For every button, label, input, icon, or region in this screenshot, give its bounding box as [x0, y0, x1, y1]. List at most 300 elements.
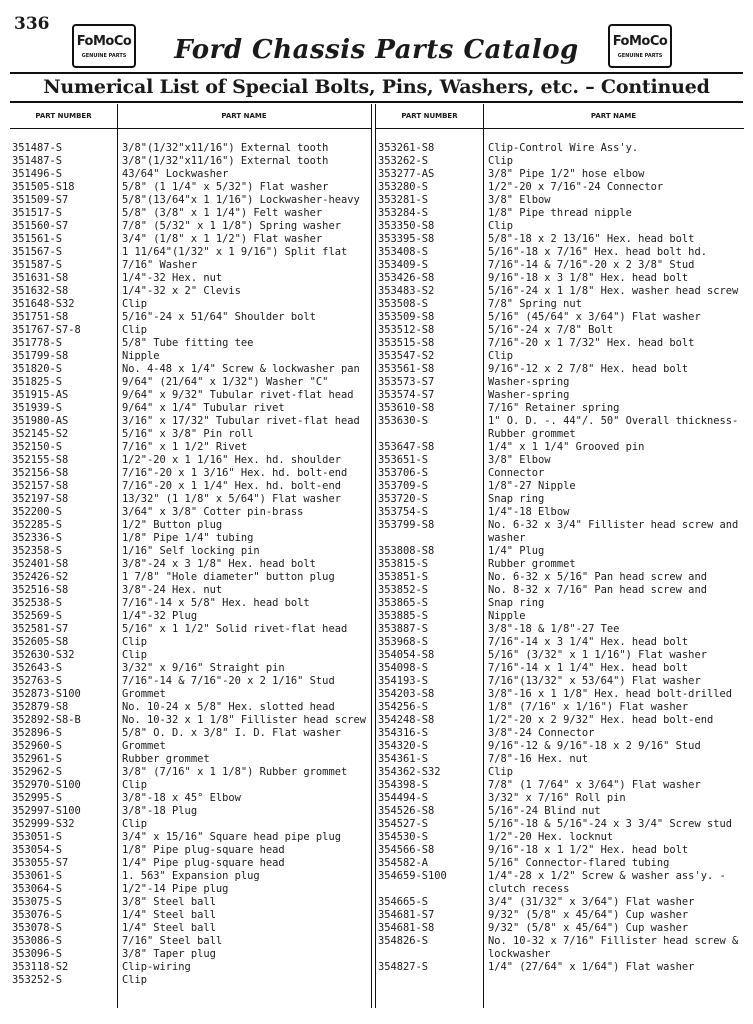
part-name: 7/16"(13/32" x 53/64") Flat washer [488, 675, 701, 687]
part-number: 353851-S [378, 571, 429, 583]
table-row [376, 714, 744, 727]
part-number: 351487-S [12, 142, 63, 154]
part-number: 353061-S [12, 870, 63, 882]
table-row [376, 740, 744, 753]
part-name: 1/8" Pipe plug-square head [122, 844, 285, 856]
part-name: Clip-wiring [122, 961, 191, 973]
table-row [376, 298, 744, 311]
table-row [10, 259, 371, 272]
table-row [10, 558, 371, 571]
part-name: 3/8"-18 & 1/8"-27 Tee [488, 623, 620, 635]
part-number: 354098-S [378, 662, 429, 674]
part-name: Nipple [488, 610, 526, 622]
part-name: 7/16" x 1 1/2" Rivet [122, 441, 248, 453]
part-name: 9/16"-12 x 2 7/8" Hex. head bolt [488, 363, 689, 375]
part-number: 352197-S8 [12, 493, 69, 505]
table-row [10, 220, 371, 233]
part-name: 9/64" x 9/32" Tubular rivet-flat head [122, 389, 354, 401]
part-name: Clip [488, 155, 514, 167]
part-name: 3/8"(1/32"x11/16") External tooth [122, 155, 329, 167]
part-name: 1/4" Steel ball [122, 922, 216, 934]
part-name: 7/16"-20 x 1 7/32" Hex. head bolt [488, 337, 695, 349]
table-row [10, 532, 371, 545]
table-row [10, 948, 371, 961]
table-row [10, 298, 371, 311]
left-column [10, 104, 372, 1008]
table-row [376, 662, 744, 675]
table-row [10, 883, 371, 896]
part-number: 352896-S [12, 727, 63, 739]
part-number: 354193-S [378, 675, 429, 687]
part-name: 7/16"-14 x 1 1/4" Hex. head bolt [488, 662, 689, 674]
part-name: 5/8"(13/64"x 1 1/16") Lockwasher-heavy [122, 194, 360, 206]
table-row [10, 480, 371, 493]
part-number: 353887-S [378, 623, 429, 635]
part-name: 3/4" x 15/16" Square head pipe plug [122, 831, 341, 843]
table-row [10, 740, 371, 753]
part-name: 1/4" (27/64" x 1/64") Flat washer [488, 961, 695, 973]
part-number: 352970-S100 [12, 779, 81, 791]
part-name: 5/8" (3/8" x 1 1/4") Felt washer [122, 207, 323, 219]
table-row [10, 818, 371, 831]
part-name: 3/8" Steel ball [122, 896, 216, 908]
table-row [10, 714, 371, 727]
part-number: 351648-S32 [12, 298, 75, 310]
part-name: 7/16" Washer [122, 259, 198, 271]
part-name: 7/8" (1 7/64" x 3/64") Flat washer [488, 779, 701, 791]
part-number: 351560-S7 [12, 220, 69, 232]
catalog-title: Ford Chassis Parts Catalog [174, 35, 579, 65]
table-row [376, 766, 744, 779]
part-name: Washer-spring [488, 389, 570, 401]
part-number: 353610-S8 [378, 402, 435, 414]
part-name: Clip [122, 636, 148, 648]
part-number: 352426-S2 [12, 571, 69, 583]
table-row [10, 805, 371, 818]
part-number: 351825-S [12, 376, 63, 388]
table-row [376, 142, 744, 155]
part-number: 351939-S [12, 402, 63, 414]
table-row [10, 428, 371, 441]
part-number: 353515-S8 [378, 337, 435, 349]
part-number: 352873-S100 [12, 688, 81, 700]
right-column [375, 104, 744, 1008]
part-number: 353630-S [378, 415, 429, 427]
part-name: 7/16"-14 & 7/16"-20 x 2 3/8" Stud [488, 259, 695, 271]
table-row [376, 831, 744, 844]
table-row [376, 701, 744, 714]
part-name: Clip [488, 350, 514, 362]
table-row [10, 194, 371, 207]
part-number: 354248-S8 [378, 714, 435, 726]
table-row [376, 935, 744, 961]
part-number: 353574-S7 [378, 389, 435, 401]
table-row [376, 610, 744, 623]
part-name: Clip [122, 779, 148, 791]
table-row [376, 454, 744, 467]
part-name: 1/4" Steel ball [122, 909, 216, 921]
part-name: 3/8"-16 x 1 1/8" Hex. head bolt-drilled [488, 688, 732, 700]
part-number: 351631-S8 [12, 272, 69, 284]
table-row [10, 584, 371, 597]
table-row [10, 662, 371, 675]
part-number: 353754-S [378, 506, 429, 518]
part-number: 353055-S7 [12, 857, 69, 869]
table-row [376, 207, 744, 220]
part-name: 3/8" Elbow [488, 194, 551, 206]
part-number: 353508-S [378, 298, 429, 310]
part-name: 1/4" Pipe plug-square head [122, 857, 285, 869]
parts-table [10, 104, 743, 1008]
table-row [376, 727, 744, 740]
part-name: No. 10-32 x 7/16" Fillister head screw & lockwasher [488, 935, 739, 960]
table-row [376, 961, 744, 974]
part-name: 3/8"-24 Connector [488, 727, 595, 739]
part-name: 1/2"-20 x 1 1/16" Hex. hd. shoulder [122, 454, 341, 466]
table-row [376, 857, 744, 870]
table-row [376, 688, 744, 701]
part-name: 1/8"-27 Nipple [488, 480, 576, 492]
part-number: 353409-S [378, 259, 429, 271]
part-number: 352516-S8 [12, 584, 69, 596]
part-name: Clip [488, 766, 514, 778]
table-row [10, 441, 371, 454]
part-name: No. 6-32 x 5/16" Pan head screw and [488, 571, 707, 583]
part-number: 353808-S8 [378, 545, 435, 557]
logo-sub: GENUINE PARTS [617, 53, 663, 59]
table-row [376, 584, 744, 597]
table-row [10, 311, 371, 324]
part-number: 351915-AS [12, 389, 69, 401]
part-name: No. 6-32 x 3/4" Fillister head screw and washer [488, 519, 739, 544]
part-name: 1/4"-18 Elbow [488, 506, 570, 518]
table-row [10, 168, 371, 181]
part-name: 1/4"-32 Hex. nut [122, 272, 223, 284]
part-name: 5/16"-24 Blind nut [488, 805, 601, 817]
part-name: 1/2" Button plug [122, 519, 223, 531]
part-name: 3/4" (31/32" x 3/64") Flat washer [488, 896, 695, 908]
part-number: 351561-S [12, 233, 63, 245]
table-row [376, 233, 744, 246]
table-row [376, 441, 744, 454]
table-row [10, 688, 371, 701]
part-number: 352581-S7 [12, 623, 69, 635]
table-row [376, 623, 744, 636]
part-name: 9/64" (21/64" x 1/32") Washer "C" [122, 376, 329, 388]
table-row [376, 259, 744, 272]
part-name: Clip [488, 220, 514, 232]
part-name-header: PART NAME [590, 112, 637, 120]
table-row [10, 376, 371, 389]
table-row [376, 753, 744, 766]
part-number: 353483-S2 [378, 285, 435, 297]
part-name: 5/8" (1 1/4" x 5/32") Flat washer [122, 181, 329, 193]
table-row [10, 649, 371, 662]
left-rows [10, 142, 371, 987]
table-row [376, 246, 744, 259]
part-number: 353852-S [378, 584, 429, 596]
table-row [10, 961, 371, 974]
part-name: 3/8" Elbow [488, 454, 551, 466]
table-row [10, 285, 371, 298]
table-row [376, 779, 744, 792]
table-row [376, 168, 744, 181]
table-row [10, 415, 371, 428]
part-name: 7/16"-20 x 1 1/4" Hex. hd. bolt-end [122, 480, 341, 492]
part-name: 1/4" x 1 1/4" Grooved pin [488, 441, 645, 453]
table-row [376, 519, 744, 545]
table-row [10, 844, 371, 857]
part-number: 352997-S100 [12, 805, 81, 817]
table-row [376, 844, 744, 857]
part-number: 353051-S [12, 831, 63, 843]
part-number: 351496-S [12, 168, 63, 180]
part-name: Rubber grommet [488, 558, 576, 570]
part-number: 353284-S [378, 207, 429, 219]
part-name: 1/8" Pipe thread nipple [488, 207, 632, 219]
part-number: 354494-S [378, 792, 429, 804]
part-number: 352336-S [12, 532, 63, 544]
part-number: 353720-S [378, 493, 429, 505]
table-row [10, 701, 371, 714]
part-name: 1/2"-20 x 7/16"-24 Connector [488, 181, 664, 193]
part-number: 354681-S8 [378, 922, 435, 934]
part-name: 1. 563" Expansion plug [122, 870, 260, 882]
part-name: 5/8" Tube fitting tee [122, 337, 254, 349]
table-row [376, 402, 744, 415]
table-row [10, 597, 371, 610]
part-number: 353815-S [378, 558, 429, 570]
part-name: Clip [122, 298, 148, 310]
part-name: 7/16"-14 & 7/16"-20 x 2 1/16" Stud [122, 675, 335, 687]
part-number: 352995-S [12, 792, 63, 804]
part-name: Connector [488, 467, 545, 479]
part-name: 9/32" (5/8" x 45/64") Cup washer [488, 922, 689, 934]
part-number: 352763-S [12, 675, 63, 687]
table-row [376, 220, 744, 233]
table-row [376, 324, 744, 337]
part-number: 351567-S [12, 246, 63, 258]
part-number: 351778-S [12, 337, 63, 349]
part-name: Washer-spring [488, 376, 570, 388]
table-row [376, 558, 744, 571]
table-row [10, 779, 371, 792]
table-row [10, 636, 371, 649]
table-row [376, 909, 744, 922]
part-number: 353512-S8 [378, 324, 435, 336]
table-row [376, 922, 744, 935]
part-number: 354826-S [378, 935, 429, 947]
part-number: 353064-S [12, 883, 63, 895]
table-row [10, 753, 371, 766]
part-number: 352155-S8 [12, 454, 69, 466]
part-number: 351799-S8 [12, 350, 69, 362]
part-number: 354582-A [378, 857, 429, 869]
section-subtitle: Numerical List of Special Bolts, Pins, Washers, etc. – Continued [43, 76, 710, 98]
part-name: 7/8" Spring nut [488, 298, 582, 310]
part-name: 5/8" O. D. x 3/8" I. D. Flat washer [122, 727, 341, 739]
part-number: 354526-S8 [378, 805, 435, 817]
part-number: 354566-S8 [378, 844, 435, 856]
part-name: No. 10-24 x 5/8" Hex. slotted head [122, 701, 335, 713]
part-name: 1/4" Plug [488, 545, 545, 557]
part-number: 353280-S [378, 181, 429, 193]
logo-sub: GENUINE PARTS [81, 53, 127, 59]
part-number: 351751-S8 [12, 311, 69, 323]
table-row [376, 493, 744, 506]
part-name: Clip [122, 324, 148, 336]
table-row [376, 350, 744, 363]
part-name: 7/8" (5/32" x 1 1/8") Spring washer [122, 220, 341, 232]
part-number: 353086-S [12, 935, 63, 947]
part-number: 354203-S8 [378, 688, 435, 700]
part-number: 354256-S [378, 701, 429, 713]
part-number: 352358-S [12, 545, 63, 557]
table-row [10, 545, 371, 558]
part-name: 1/2"-20 x 2 9/32" Hex. head bolt-end [488, 714, 714, 726]
part-number: 352605-S8 [12, 636, 69, 648]
part-name: 1/8" Pipe 1/4" tubing [122, 532, 254, 544]
part-name: No. 10-32 x 1 1/8" Fillister head screw [122, 714, 366, 726]
part-name: 3/8"-24 Hex. nut [122, 584, 223, 596]
part-number: 353277-AS [378, 168, 435, 180]
part-number: 353426-S8 [378, 272, 435, 284]
part-name: 1" O. D. -. 44"/. 50" Overall thickness-Rubber grommet [488, 415, 739, 440]
part-number: 351820-S [12, 363, 63, 375]
part-number: 353076-S [12, 909, 63, 921]
title-rule [10, 72, 743, 74]
part-name: 1/4"-32 Plug [122, 610, 198, 622]
part-number-header: PART NUMBER [401, 112, 458, 120]
table-row [10, 727, 371, 740]
part-number: 353885-S [378, 610, 429, 622]
table-row [376, 311, 744, 324]
part-number: 354659-S100 [378, 870, 447, 882]
table-row [376, 285, 744, 298]
part-name: 1/2"-14 Pipe plug [122, 883, 229, 895]
table-row [10, 870, 371, 883]
part-number: 352962-S [12, 766, 63, 778]
part-name-header: PART NAME [221, 112, 267, 120]
part-number: 352960-S [12, 740, 63, 752]
part-name: 3/4" (1/8" x 1 1/2") Flat washer [122, 233, 323, 245]
part-name: 3/8" Pipe 1/2" hose elbow [488, 168, 645, 180]
table-row [10, 389, 371, 402]
table-row [376, 571, 744, 584]
table-row [10, 792, 371, 805]
part-name: 5/16" x 3/8" Pin roll [122, 428, 254, 440]
table-row [10, 922, 371, 935]
table-row [376, 506, 744, 519]
table-row [376, 272, 744, 285]
part-number: 354681-S7 [378, 909, 435, 921]
part-number: 354316-S [378, 727, 429, 739]
table-row [376, 870, 744, 896]
part-number: 353561-S8 [378, 363, 435, 375]
part-name: Snap ring [488, 597, 545, 609]
part-name: 5/16"-18 x 7/16" Hex. head bolt hd. [488, 246, 707, 258]
part-number: 352892-S8-B [12, 714, 81, 726]
part-number: 354527-S [378, 818, 429, 830]
table-row [376, 896, 744, 909]
part-name: 7/16"-14 x 3 1/4" Hex. head bolt [488, 636, 689, 648]
part-name: 5/16" Connector-flared tubing [488, 857, 670, 869]
part-number: 352401-S8 [12, 558, 69, 570]
part-name: 5/16"-24 x 51/64" Shoulder bolt [122, 311, 316, 323]
part-name: 1/4"-28 x 1/2" Screw & washer ass'y. - clutch recess [488, 870, 726, 895]
part-number: 353651-S [378, 454, 429, 466]
part-number: 354320-S [378, 740, 429, 752]
column-header [376, 104, 744, 129]
part-number: 352643-S [12, 662, 63, 674]
table-row [10, 467, 371, 480]
table-row [10, 909, 371, 922]
table-row [10, 324, 371, 337]
table-row [10, 402, 371, 415]
part-number: 353078-S [12, 922, 63, 934]
logo-brand: FoMoCo [76, 34, 132, 49]
page-number: 336 [14, 14, 50, 34]
part-name: 3/8"-18 Plug [122, 805, 198, 817]
part-number: 352569-S [12, 610, 63, 622]
part-name: 9/16"-12 & 9/16"-18 x 2 9/16" Stud [488, 740, 701, 752]
part-name: 43/64" Lockwasher [122, 168, 229, 180]
table-row [376, 597, 744, 610]
part-name: 1/4"-32 x 2" Clevis [122, 285, 241, 297]
part-number: 353096-S [12, 948, 63, 960]
table-row [10, 831, 371, 844]
table-row [376, 155, 744, 168]
part-number: 353709-S [378, 480, 429, 492]
part-name: 3/8"(1/32"x11/16") External tooth [122, 142, 329, 154]
part-number: 352538-S [12, 597, 63, 609]
part-number: 354827-S [378, 961, 429, 973]
part-number: 352879-S8 [12, 701, 69, 713]
part-number: 353968-S [378, 636, 429, 648]
part-number: 351767-S7-8 [12, 324, 81, 336]
table-row [10, 363, 371, 376]
table-row [10, 571, 371, 584]
part-name: 1/8" (7/16" x 1/16") Flat washer [488, 701, 689, 713]
part-name: 9/16"-18 x 3 1/8" Hex. head bolt [488, 272, 689, 284]
table-row [10, 935, 371, 948]
right-rows [376, 142, 744, 974]
part-number: 354398-S [378, 779, 429, 791]
part-name: Clip-Control Wire Ass'y. [488, 142, 639, 154]
column-header [10, 104, 371, 129]
table-row [376, 792, 744, 805]
table-row [10, 896, 371, 909]
table-row [376, 376, 744, 389]
part-number: 351517-S [12, 207, 63, 219]
table-row [376, 389, 744, 402]
table-row [10, 142, 371, 155]
part-name: 5/16" (3/32" x 1 1/16") Flat washer [488, 649, 707, 661]
part-name: 7/16" Steel ball [122, 935, 223, 947]
part-number: 352200-S [12, 506, 63, 518]
part-number: 354054-S8 [378, 649, 435, 661]
part-name: 3/8"-18 x 45° Elbow [122, 792, 241, 804]
table-row [10, 207, 371, 220]
table-row [376, 649, 744, 662]
part-number: 353252-S [12, 974, 63, 986]
table-row [376, 545, 744, 558]
table-row [376, 636, 744, 649]
part-number: 351487-S [12, 155, 63, 167]
part-name: 3/8" (7/16" x 1 1/8") Rubber grommet [122, 766, 348, 778]
part-name: 13/32" (1 1/8" x 5/64") Flat washer [122, 493, 341, 505]
part-number: 352630-S32 [12, 649, 75, 661]
